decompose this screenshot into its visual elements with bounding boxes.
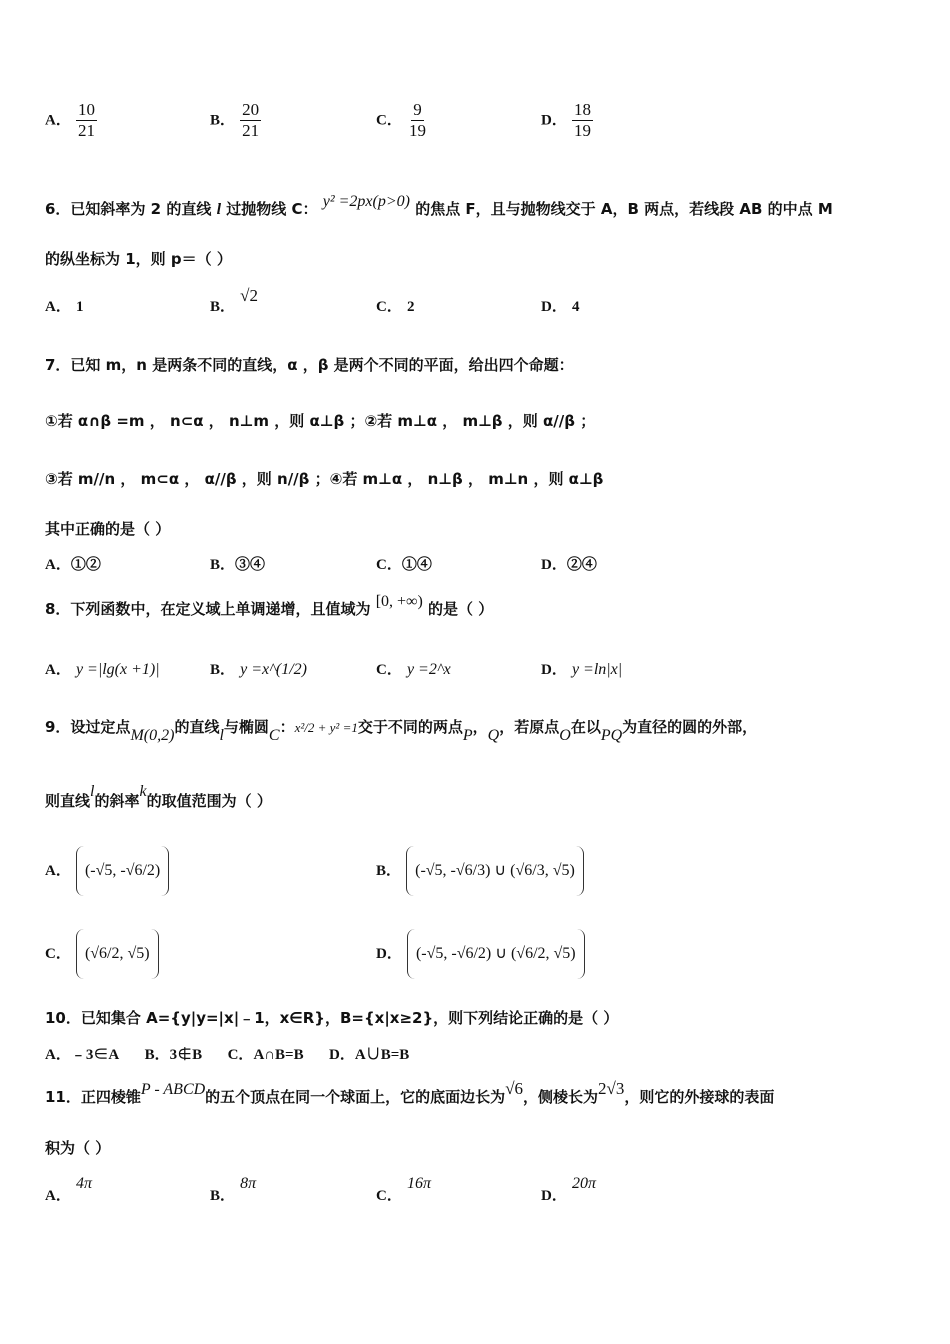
q10-option-b[interactable] <box>145 1044 203 1063</box>
option-label: B． <box>210 112 236 129</box>
option-value: y =2^x <box>406 661 451 678</box>
q9-text: ，若原点 <box>499 718 560 736</box>
q10-options <box>45 1043 409 1064</box>
q7-option-b[interactable] <box>210 553 265 574</box>
option-label: C． <box>376 1188 402 1204</box>
option-label: C． <box>227 1047 254 1063</box>
q9-option-c[interactable] <box>45 928 159 978</box>
q9-stem-line2 <box>45 783 272 811</box>
option-label: D． <box>541 662 567 678</box>
q9-text: 的直线 <box>174 718 220 736</box>
q11-option-c[interactable] <box>376 1172 431 1204</box>
q11-text: ，侧棱长为 <box>523 1088 599 1106</box>
option-label: D． <box>541 299 567 315</box>
q7-ask: 其中正确的是（ ） <box>45 520 171 538</box>
option-label: A． <box>45 863 71 879</box>
option-label: C． <box>376 299 402 315</box>
option-label: A． <box>45 1047 71 1063</box>
q9-option-d[interactable] <box>376 928 585 978</box>
option-label: C． <box>376 112 402 129</box>
option-label: B． <box>210 299 236 315</box>
line-symbol: l <box>90 783 95 800</box>
option-value: 8π <box>240 1175 257 1192</box>
option-label: C． <box>376 662 402 678</box>
option-value: (-√5, -√6/2) ∪ (√6/2, √5) <box>407 929 585 979</box>
option-value: (-√5, -√6/3) ∪ (√6/3, √5) <box>406 846 584 896</box>
option-label: D． <box>329 1047 355 1063</box>
slope-symbol: k <box>139 783 147 800</box>
q11-text: 11．正四棱锥 <box>45 1088 141 1106</box>
option-label: B． <box>210 557 236 573</box>
q6-stem <box>45 193 833 219</box>
q9-text: 交于不同的两点 <box>357 718 463 736</box>
option-value: y =x^(1/2) <box>240 661 307 678</box>
origin-o: O <box>559 727 571 744</box>
denominator: 21 <box>77 120 95 140</box>
option-label: A． <box>45 299 71 315</box>
q8-option-a[interactable] <box>45 658 160 679</box>
q11-option-a[interactable] <box>45 1172 92 1204</box>
q7-proposition-line1: ①若 α∩β =m ， n⊂α ， n⊥m ，则 α⊥β ；②若 m⊥α ， m⊥β ，则 α//β ； <box>45 412 596 430</box>
fixed-point: M(0,2) <box>130 727 175 744</box>
point-p: P <box>462 727 473 744</box>
option-label: D． <box>541 112 567 129</box>
q8-text: 8．下列函数中，在定义域上单调递增，且值域为 <box>45 600 371 618</box>
q6-option-d[interactable] <box>541 295 579 316</box>
denominator: 21 <box>242 120 260 140</box>
option-label: A． <box>45 1188 71 1204</box>
q9-stem: 9．设过定点M(0,2)的直线l与椭圆C：x²/2 + y² =1交于不同的两点P，Q，若原点O在以PQ为直径的圆的外部， <box>45 718 758 744</box>
fraction <box>572 100 593 140</box>
option-label: B． <box>376 863 402 879</box>
q6-stem-line2: 的纵坐标为 1，则 p＝（ ） <box>45 250 232 268</box>
option-label: C． <box>45 946 71 962</box>
option-value: y =|lg(x +1)| <box>75 661 160 678</box>
q9-text: 9．设过定点 <box>45 718 131 736</box>
denominator: 19 <box>573 120 591 140</box>
q7-stem: 7．已知 m，n 是两条不同的直线，α ，β 是两个不同的平面，给出四个命题： <box>45 356 574 374</box>
option-value: A∪B=B <box>354 1047 410 1063</box>
q10-option-a[interactable] <box>45 1044 119 1063</box>
q5-option-b[interactable] <box>210 100 261 140</box>
option-label: B． <box>144 1047 170 1063</box>
q8-option-c[interactable] <box>376 658 451 679</box>
q11-option-d[interactable] <box>541 1172 596 1204</box>
q6-text: 的焦点 F，且与抛物线交于 A，B 两点，若线段 AB 的中点 M <box>415 200 833 218</box>
option-value: 3∉B <box>169 1047 203 1063</box>
option-value: ﹣3∈A <box>70 1047 120 1063</box>
option-value: y =ln|x| <box>571 661 623 678</box>
option-label: C． <box>376 557 402 573</box>
q6-option-b[interactable] <box>210 285 258 315</box>
q9-text: 在以 <box>570 718 601 736</box>
q7-option-d[interactable] <box>541 553 597 574</box>
q6-text: 6．已知斜率为 2 的直线 <box>45 200 212 218</box>
option-value: ①② <box>70 557 101 573</box>
numerator: 18 <box>573 100 591 119</box>
option-value: ②④ <box>566 557 597 573</box>
q11-text: 的五个顶点在同一个球面上，它的底面边长为 <box>205 1088 506 1106</box>
numerator: 20 <box>242 100 260 119</box>
q9-text: 与椭圆 <box>223 718 269 736</box>
q9-text: 则直线 <box>45 792 91 810</box>
q5-option-c[interactable] <box>376 100 428 140</box>
q8-text: 的是（ ） <box>428 600 494 618</box>
line-symbol: l <box>216 201 222 218</box>
segment-pq: PQ <box>600 727 623 744</box>
q9-option-b[interactable] <box>376 845 584 895</box>
fraction <box>407 100 428 140</box>
q6-text: 过抛物线 C： <box>226 200 318 218</box>
q11-stem <box>45 1079 775 1107</box>
option-value: 4π <box>75 1175 92 1192</box>
fraction <box>240 100 261 140</box>
q6-option-a[interactable] <box>45 295 83 316</box>
q9-text: 的斜率 <box>94 792 140 810</box>
option-value: 20π <box>571 1175 596 1192</box>
fraction <box>76 100 97 140</box>
q10-option-c[interactable] <box>228 1044 304 1063</box>
q7-option-a[interactable] <box>45 553 101 574</box>
numerator: 9 <box>413 100 422 119</box>
q7-proposition-line2: ③若 m//n ， m⊂α ， α//β ，则 n//β ；④若 m⊥α ， n⊥β ， m⊥n ，则 α⊥β <box>45 470 604 488</box>
point-q: Q <box>487 727 500 744</box>
option-value: (√6/2, √5) <box>76 929 159 979</box>
q9-text: ： <box>279 718 295 736</box>
pyramid-symbol: P - ABCD <box>140 1081 206 1098</box>
q8-option-d[interactable] <box>541 658 622 679</box>
option-value: 1 <box>75 299 84 315</box>
q8-stem <box>45 593 494 619</box>
option-value: √2 <box>240 286 258 305</box>
q5-option-d[interactable] <box>541 100 593 140</box>
denominator: 19 <box>408 120 426 140</box>
ellipse-symbol: C <box>268 727 280 744</box>
side-length: √6 <box>505 1079 524 1098</box>
q9-text: 的取值范围为（ ） <box>146 792 272 810</box>
q9-text: 为直径的圆的外部， <box>622 718 758 736</box>
line-symbol: l <box>219 727 224 744</box>
q7-option-c[interactable] <box>376 553 432 574</box>
ellipse-formula: x²/2 + y² =1 <box>294 720 358 735</box>
edge-length: 2√3 <box>598 1079 625 1098</box>
option-label: D． <box>541 1188 567 1204</box>
option-label: A． <box>45 557 71 573</box>
option-value: ③④ <box>235 557 266 573</box>
option-value: A∩B=B <box>253 1047 304 1063</box>
option-label: D． <box>376 946 402 962</box>
range-interval: [0, +∞) <box>375 593 423 610</box>
option-value: (-√5, -√6/2) <box>76 846 169 896</box>
option-label: B． <box>210 1188 236 1204</box>
option-value: ①④ <box>401 557 432 573</box>
option-value: 2 <box>406 299 415 315</box>
option-label: B． <box>210 662 236 678</box>
numerator: 10 <box>77 100 95 119</box>
option-value: 16π <box>406 1175 431 1192</box>
parabola-formula: y² =2px(p>0) <box>322 193 410 210</box>
q11-stem-line2: 积为（ ） <box>45 1139 111 1157</box>
option-label: A． <box>45 112 71 129</box>
q6-option-c[interactable] <box>376 295 414 316</box>
q10-option-d[interactable] <box>329 1044 409 1063</box>
q10-stem: 10．已知集合 A={y|y=|x|﹣1，x∈R}，B={x|x≥2}，则下列结论正确的是（ ） <box>45 1009 619 1027</box>
option-value: 4 <box>571 299 580 315</box>
q11-text: ，则它的外接球的表面 <box>624 1088 775 1106</box>
q9-option-a[interactable] <box>45 845 169 895</box>
q5-option-a[interactable] <box>45 100 97 140</box>
option-label: D． <box>541 557 567 573</box>
q8-option-b[interactable] <box>210 658 307 679</box>
q11-option-b[interactable] <box>210 1172 257 1204</box>
option-label: A． <box>45 662 71 678</box>
